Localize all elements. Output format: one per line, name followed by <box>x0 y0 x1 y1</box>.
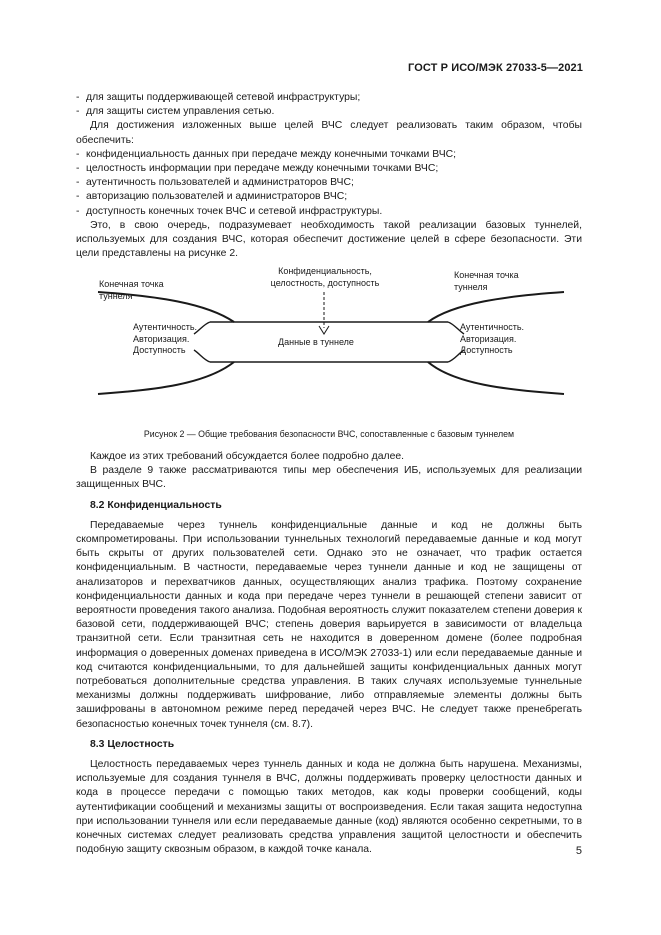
section-heading: 8.2 Конфиденциальность <box>90 499 222 511</box>
tunnel-data-label: Данные в туннеле <box>278 337 354 347</box>
paragraph: Передаваемые через туннель конфиденциальные данные и код не должны быть скомпрометированы. При использовании туннельных технологий передаваемые данные и код могут быть скрыты от других пользователей сети. Однако это не означает, что трафик остается конфиденциальным. В частности, передаваемые через туннели данные и код не защищены от анализаторов и перехватчиков данных, осуществляющих анализ трафика. Поэтому сохранение конфиденциальности данных и кода при передаче через туннели в решающей степени зависит от вероятности проведения такого анализа. Подобная вероятность служит показателем степени доверия к базовой сети, поддерживающей ВЧС; степень доверия варьируется в зависимости от владельца транзитной сети. Если транзитная сеть не находится в доверенном домене (более подробная информация о доверенных доменах приведена в ИСО/МЭК 27033-1) или если передаваемые данные и код считаются конфиденциальными, то для дальнейшей защиты конфиденциальных данных могут потребоваться дополнительные средства управления. В таких случаях используемые туннельные механизмы должны поддерживать шифрование, либо отправляемые элементы должны быть зашифрованы в автономном режиме перед передачей через ВЧС. Не следует также пренебрегать безопасностью конечных точек туннеля (см. 8.7). <box>76 519 582 730</box>
top-center-label: Конфиденциальность, целостность, доступность <box>270 266 380 288</box>
left-endpoint-label: Конечная точка туннеля <box>99 279 164 301</box>
right-top-curve <box>428 292 564 322</box>
list-item: - конфиденциальность данных при передаче между конечными точками ВЧС; <box>76 148 457 160</box>
list-item: - для защиты поддерживающей сетевой инфраструктуры; <box>76 92 361 103</box>
left-bottom-curve <box>98 362 234 394</box>
paragraph: Целостность передаваемых через туннель данных и кода не должна быть нарушена. Механизмы, используемые для создания туннеля в ВЧС, должны поддерживать проверку целостности данных и кода в процессе передачи с помощью таких методов, как коды проверки сообщений, коды аутентификации сообщений и механизмы защиты от воспроизведения. Если такая защита недоступна при использовании туннеля или если передаваемые данные (код) являются особенно секретными, то в конечных системах следует реализовать средства управления защитой целостности и обеспечить подобную защиту сквозным образом, в каждой точке канала. <box>76 759 582 856</box>
text-block-top <box>76 91 582 261</box>
right-endpoint-label: Конечная точка туннеля <box>454 270 519 292</box>
figure-caption: Рисунок 2 — Общие требования безопасности ВЧС, сопоставленные с базовым туннелем <box>143 429 515 439</box>
right-properties-label: Аутентичность. Авторизация. Доступность <box>460 322 525 355</box>
paragraph: Для достижения изложенных выше целей ВЧС следует реализовать таким образом, чтобы обеспечить: <box>76 120 582 146</box>
paragraph: В разделе 9 также рассматриваются типы мер обеспечения ИБ, используемых для реализации защищенных ВЧС. <box>76 465 582 491</box>
paragraph: Это, в свою очередь, подразумевает необходимость такой реализации базовых туннелей, используемых для создания ВЧС, которая обеспечит достижение целей в сфере безопасности. Эти цели представлены на рисунке 2. <box>76 219 582 260</box>
paragraph: Каждое из этих требований обсуждается более подробно далее. <box>90 451 405 462</box>
list-item: - целостность информации при передаче между конечными точками ВЧС; <box>76 163 439 175</box>
list-item: - авторизацию пользователей и администраторов ВЧС; <box>76 191 348 203</box>
tunnel-figure <box>96 258 566 418</box>
section-heading: 8.3 Целостность <box>90 738 175 750</box>
list-item: - доступность конечных точек ВЧС и сетевой инфраструктуры. <box>76 205 383 217</box>
left-properties-label: Аутентичность. Авторизация. Доступность <box>133 322 198 355</box>
list-item: - для защиты систем управления сетью. <box>76 106 275 118</box>
list-item: - аутентичность пользователей и администраторов ВЧС; <box>76 177 354 189</box>
text-block-bottom <box>76 450 582 857</box>
right-bottom-curve <box>428 362 564 394</box>
standard-header: ГОСТ Р ИСО/МЭК 27033-5—2021 <box>408 62 583 74</box>
page-number: 5 <box>575 845 582 857</box>
